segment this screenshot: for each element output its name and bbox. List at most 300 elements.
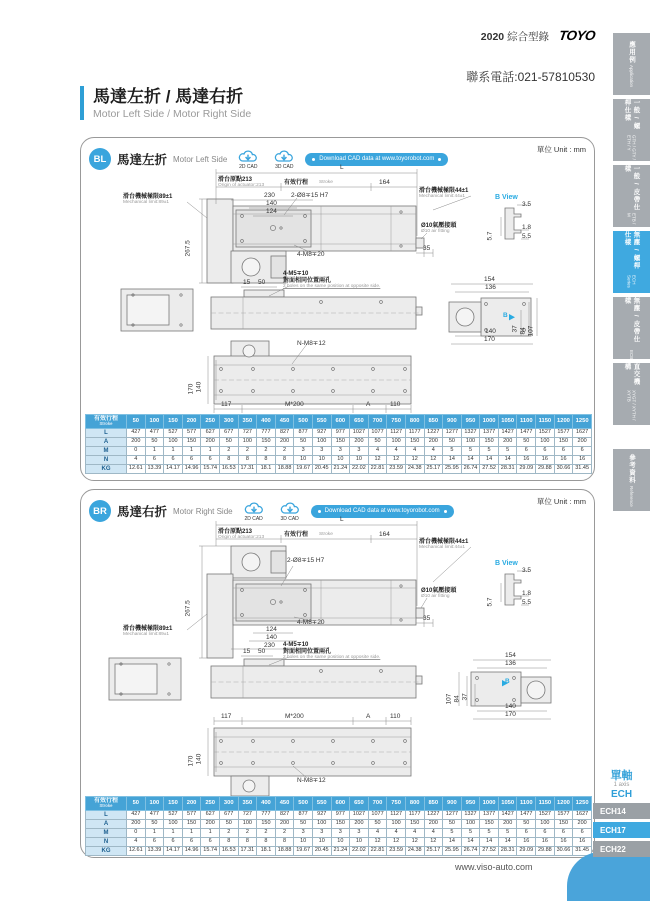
model-tab-ech17[interactable]: ECH17 (593, 822, 650, 838)
cell: 2 (238, 447, 257, 456)
cell: 31.45 (573, 847, 592, 856)
dim-label: B (503, 312, 508, 319)
cell: 100 (536, 438, 555, 447)
dim-label: Ø10 air fitting (421, 229, 450, 234)
cell: 5 (443, 829, 462, 838)
dim-label: Ø10氣壓接頭 (421, 223, 457, 229)
cell: 5 (480, 447, 499, 456)
dim-label: 230 (264, 192, 275, 199)
cell: 8 (238, 456, 257, 465)
cell: 29.88 (536, 847, 555, 856)
cell: 1 (145, 829, 164, 838)
cell: 1527 (536, 429, 555, 438)
cell: 50 (517, 820, 536, 829)
table-row (86, 811, 592, 820)
catalog-header (430, 28, 595, 44)
cell: 8 (275, 838, 294, 847)
stroke-col-header: 1100 (517, 415, 536, 429)
cell: 1 (164, 447, 183, 456)
sidebar-tab-6[interactable] (613, 363, 650, 425)
cell: 2 (219, 447, 238, 456)
cell: 0 (127, 447, 146, 456)
stroke-col-header: 550 (312, 415, 331, 429)
cell: 877 (294, 811, 313, 820)
dim-label: 107 (527, 325, 535, 337)
cell: 10 (331, 838, 350, 847)
cell: 100 (387, 820, 406, 829)
cell: 16 (536, 456, 555, 465)
cad-3d-label: 3D CAD (280, 515, 299, 522)
dim-label: 140 (266, 200, 277, 207)
download-cad-text: Download CAD data at www.toyorobot.com (319, 156, 435, 162)
cell: 6 (573, 447, 592, 456)
cell: 977 (331, 811, 350, 820)
dim-label: 110 (390, 401, 401, 408)
dim-label: A (366, 401, 371, 408)
dim-label: N-M8∓12 (297, 777, 326, 784)
stroke-col-header: 500 (294, 415, 313, 429)
cell: 8 (275, 456, 294, 465)
dim-label: 滑台機械極限44±1 (419, 188, 469, 194)
cell: 4 (127, 456, 146, 465)
cell: 2 (257, 829, 276, 838)
dim-label: 50 (258, 648, 266, 655)
series-nav-series: ECH (610, 788, 633, 800)
cell: 150 (331, 820, 350, 829)
cell: 2 (238, 829, 257, 838)
row-label: M (86, 829, 127, 838)
cell: 12 (405, 456, 424, 465)
stroke-col-header: 650 (350, 797, 369, 811)
cell: 5 (498, 829, 517, 838)
row-label: L (86, 429, 127, 438)
cell: 5 (480, 829, 499, 838)
stroke-col-header: 1200 (554, 415, 573, 429)
stroke-col-header: 1100 (517, 797, 536, 811)
cell: 477 (145, 429, 164, 438)
cell: 6 (145, 838, 164, 847)
cad-2d-label: 2D CAD (239, 163, 258, 170)
stroke-col-header: 550 (312, 797, 331, 811)
dim-label: Stroke (319, 180, 333, 185)
sidebar-tab-label-zh: 一般 / 螺桿仕樣 (623, 99, 640, 130)
stroke-header: 有效行程 Stroke (86, 415, 127, 429)
stroke-col-header: 1250 (573, 797, 592, 811)
cell: 1177 (405, 429, 424, 438)
cell: 6 (536, 829, 555, 838)
sidebar-tab-label-zh: 參考資料 (628, 453, 635, 484)
cell: 1627 (573, 811, 592, 820)
stroke-col-header: 200 (182, 415, 201, 429)
model-tab-ech14[interactable]: ECH14 (593, 803, 650, 819)
stroke-col-header: 350 (238, 415, 257, 429)
cell: 677 (219, 811, 238, 820)
stroke-col-header: 450 (275, 415, 294, 429)
cell: 727 (238, 429, 257, 438)
cell: 100 (238, 820, 257, 829)
cell: 0 (127, 829, 146, 838)
model-tab-ech22[interactable]: ECH22 (593, 841, 650, 857)
cell: 777 (257, 811, 276, 820)
stroke-col-header: 800 (405, 797, 424, 811)
dim-label: 2 holes on the same position at opposite side. (283, 655, 381, 660)
download-cad-text: Download CAD data at www.toyorobot.com (324, 508, 440, 514)
cell: 12.61 (127, 465, 146, 474)
cell: 627 (201, 429, 220, 438)
dim-label: 140 (195, 753, 203, 765)
cell: 16.53 (219, 847, 238, 856)
cell: 14 (443, 456, 462, 465)
cell: 16.53 (219, 465, 238, 474)
cell: 10 (350, 838, 369, 847)
cell: 200 (573, 438, 592, 447)
cell: 12 (405, 838, 424, 847)
cell: 6 (517, 829, 536, 838)
cell: 4 (368, 829, 387, 838)
dim-label: Ø10 air fitting (421, 594, 450, 599)
cell: 16 (554, 456, 573, 465)
dim-label: 140 (505, 703, 516, 710)
stroke-header: 有效行程 Stroke (86, 797, 127, 811)
stroke-col-header: 1050 (498, 797, 517, 811)
stroke-col-header: 1150 (536, 415, 555, 429)
cell: 6 (573, 829, 592, 838)
cell: 19.67 (294, 847, 313, 856)
cell: 8 (257, 456, 276, 465)
cell: 6 (164, 456, 183, 465)
cell: 150 (480, 820, 499, 829)
cell: 527 (164, 429, 183, 438)
row-label: A (86, 820, 127, 829)
cell: 1027 (350, 429, 369, 438)
cell: 427 (127, 429, 146, 438)
dim-label: A (366, 713, 371, 720)
dim-label: 3.5 (522, 567, 532, 574)
cell: 1 (182, 447, 201, 456)
dim-label: 136 (505, 660, 516, 667)
cell: 4 (405, 447, 424, 456)
sidebar-tab-3[interactable] (613, 165, 650, 227)
page-title: 馬達左折 / 馬達右折 (93, 87, 244, 106)
cell: 26.74 (461, 465, 480, 474)
dim-label: 164 (379, 531, 390, 538)
cell: 27.52 (480, 465, 499, 474)
sidebar-tab-label-en: Application (629, 65, 634, 88)
cell: 777 (257, 429, 276, 438)
cell: 6 (145, 456, 164, 465)
row-label: N (86, 456, 127, 465)
stroke-col-header: 1000 (480, 415, 499, 429)
cell: 14 (480, 838, 499, 847)
dim-label: 117 (221, 713, 232, 720)
dim-label: 5.7 (486, 597, 494, 607)
contact-phone: 聯系電話:021-57810530 (466, 70, 595, 84)
cell: 200 (127, 820, 146, 829)
cell: 12 (368, 838, 387, 847)
cell: 100 (312, 438, 331, 447)
sidebar-tab-5[interactable] (613, 297, 650, 359)
cell: 28.31 (498, 465, 517, 474)
cell: 100 (461, 438, 480, 447)
cell: 25.95 (443, 847, 462, 856)
cell: 1627 (573, 429, 592, 438)
table-row (86, 838, 592, 847)
cell: 30.66 (554, 465, 573, 474)
cell: 150 (480, 438, 499, 447)
panel-title-en: Motor Left Side (173, 154, 228, 164)
cell: 1127 (387, 811, 406, 820)
cell: 200 (498, 438, 517, 447)
cell: 1527 (536, 811, 555, 820)
cell: 16 (517, 456, 536, 465)
dim-label: 37 (511, 325, 519, 333)
cell: 10 (350, 456, 369, 465)
cell: 4 (424, 447, 443, 456)
cell: 1 (201, 447, 220, 456)
stroke-col-header: 200 (182, 797, 201, 811)
stroke-col-header: 700 (368, 415, 387, 429)
cell: 6 (201, 456, 220, 465)
dim-label: 15 (243, 648, 251, 655)
unit-label: 單位 Unit : mm (536, 145, 586, 154)
table-row (86, 447, 592, 456)
cad-3d-label: 3D CAD (275, 163, 294, 170)
cell: 3 (312, 447, 331, 456)
sidebar-tab-1[interactable] (613, 33, 650, 95)
panel-title-en: Motor Right Side (173, 506, 233, 516)
cell: 12 (424, 456, 443, 465)
dim-label: B (505, 678, 510, 685)
stroke-col-header: 450 (275, 797, 294, 811)
cell: 31.45 (573, 465, 592, 474)
cell: 3 (331, 447, 350, 456)
stroke-col-header: 950 (461, 797, 480, 811)
stroke-col-header: 600 (331, 415, 350, 429)
stroke-col-header: 150 (164, 415, 183, 429)
cell: 627 (201, 811, 220, 820)
dim-label: 滑台原點213 (218, 177, 253, 183)
cell: 1177 (405, 811, 424, 820)
cell: 150 (331, 438, 350, 447)
cell: 14.96 (182, 465, 201, 474)
sidebar-tab-7[interactable] (613, 449, 650, 511)
stroke-col-header: 350 (238, 797, 257, 811)
cell: 200 (201, 820, 220, 829)
cell: 21.24 (331, 847, 350, 856)
row-label: M (86, 447, 127, 456)
cell: 50 (368, 820, 387, 829)
cell: 5 (498, 447, 517, 456)
cell: 12.61 (127, 847, 146, 856)
cell: 2 (275, 447, 294, 456)
cell: 22.81 (368, 465, 387, 474)
cell: 29.88 (536, 465, 555, 474)
cell: 14 (461, 456, 480, 465)
cell: 14 (480, 456, 499, 465)
cell: 26.74 (461, 847, 480, 856)
cell: 14.96 (182, 847, 201, 856)
sidebar-tab-label-en: ECB (629, 349, 634, 359)
cell: 1377 (480, 429, 499, 438)
catalog-year: 2020 (480, 31, 505, 43)
dim-label: 2-Ø8∓15 H7 (287, 557, 325, 564)
series-nav-zh: 單軸 (610, 770, 633, 782)
cell: 29.09 (517, 465, 536, 474)
cell: 29.09 (517, 847, 536, 856)
cell: 1 (164, 829, 183, 838)
cell: 3 (294, 447, 313, 456)
bl-badge: BL (89, 148, 111, 170)
sidebar-tab-2[interactable] (613, 99, 650, 161)
dim-label: Mechanical limit:89±1 (123, 632, 170, 637)
dim-label: 140 (195, 381, 203, 393)
table-row (86, 429, 592, 438)
series-nav-en: 1 axis (613, 782, 630, 789)
stroke-col-header: 400 (257, 797, 276, 811)
series-nav (593, 770, 650, 800)
cell: 17.31 (238, 847, 257, 856)
dim-label: 124 (266, 208, 277, 215)
cell: 927 (312, 429, 331, 438)
dim-label: 4-M5∓10 (283, 642, 309, 648)
cell: 10 (312, 456, 331, 465)
cell: 4 (387, 447, 406, 456)
dim-label: 84 (453, 695, 461, 703)
cell: 6 (554, 447, 573, 456)
cell: 6 (182, 838, 201, 847)
cell: 877 (294, 429, 313, 438)
cell: 200 (127, 438, 146, 447)
cell: 50 (443, 438, 462, 447)
cell: 10 (294, 838, 313, 847)
motor-right-side-panel (80, 489, 595, 858)
stroke-col-header: 750 (387, 797, 406, 811)
dim-label: 154 (484, 276, 495, 283)
cell: 3 (350, 447, 369, 456)
cell: 16 (573, 838, 592, 847)
cell: 200 (498, 820, 517, 829)
cell: 6 (201, 838, 220, 847)
unit-label: 單位 Unit : mm (536, 497, 586, 506)
stroke-col-header: 100 (145, 797, 164, 811)
dim-label: 4-M5∓10 (283, 271, 309, 277)
sidebar-tab-label-en: XYGT / XYTH / XYTB (626, 389, 637, 420)
stroke-col-header: 300 (219, 797, 238, 811)
dim-label: L (340, 164, 344, 171)
cell: 1077 (368, 429, 387, 438)
stroke-col-header: 800 (405, 415, 424, 429)
dim-label: 84 (519, 327, 527, 335)
cell: 50 (294, 438, 313, 447)
cell: 1227 (424, 811, 443, 820)
stroke-col-header: 850 (424, 415, 443, 429)
cell: 150 (257, 820, 276, 829)
cell: 13.39 (145, 847, 164, 856)
dim-label: Mechanical limit:44±1 (419, 545, 466, 550)
cell: 14 (498, 838, 517, 847)
cell: 1577 (554, 429, 573, 438)
cell: 8 (219, 838, 238, 847)
cell: 477 (145, 811, 164, 820)
cell: 1277 (443, 811, 462, 820)
cell: 5 (461, 447, 480, 456)
dim-label: 35 (423, 615, 431, 622)
page-subtitle: Motor Left Side / Motor Right Side (93, 108, 252, 121)
cell: 1077 (368, 811, 387, 820)
cell: 15.74 (201, 465, 220, 474)
dim-label: 1.8 (522, 224, 532, 231)
cell: 200 (350, 438, 369, 447)
cell: 8 (219, 456, 238, 465)
sidebar-tab-label-en: ECH Series (626, 274, 637, 288)
stroke-table (85, 414, 592, 474)
cell: 18.88 (275, 465, 294, 474)
row-label: KG (86, 465, 127, 474)
row-label: A (86, 438, 127, 447)
stroke-col-header: 150 (164, 797, 183, 811)
cell: 50 (219, 438, 238, 447)
cell: 1227 (424, 429, 443, 438)
stroke-col-header: 1050 (498, 415, 517, 429)
cell: 20.45 (312, 465, 331, 474)
dim-label: Mechanical limit:89±1 (123, 200, 170, 205)
dim-label: Origin of actuator:213 (218, 183, 265, 188)
cell: 100 (312, 820, 331, 829)
cell: 1427 (498, 811, 517, 820)
sidebar-tab-4[interactable] (613, 231, 650, 293)
br-badge: BR (89, 500, 111, 522)
cell: 100 (387, 438, 406, 447)
cell: 150 (405, 820, 424, 829)
cell: 2 (257, 447, 276, 456)
cell: 50 (443, 820, 462, 829)
panel-title-zh: 馬達右折 (117, 505, 168, 519)
sidebar-tab-label-zh: 無塵 / 皮帶仕樣 (623, 297, 640, 343)
dim-label: Ø10氣壓接頭 (421, 588, 457, 594)
cell: 23.59 (387, 847, 406, 856)
dim-label: 滑台機械極限89±1 (123, 194, 173, 200)
cell: 677 (219, 429, 238, 438)
cell: 3 (350, 829, 369, 838)
dim-label: 15 (243, 279, 251, 286)
cell: 1 (182, 829, 201, 838)
cell: 150 (554, 438, 573, 447)
cell: 8 (238, 838, 257, 847)
table-row (86, 438, 592, 447)
dim-label: 267.5 (184, 240, 192, 257)
cell: 6 (182, 456, 201, 465)
corner-decoration (567, 852, 650, 901)
cell: 21.24 (331, 465, 350, 474)
cell: 50 (145, 438, 164, 447)
cell: 25.17 (424, 847, 443, 856)
cell: 30.66 (554, 847, 573, 856)
stroke-col-header: 900 (443, 415, 462, 429)
stroke-col-header: 750 (387, 415, 406, 429)
cell: 577 (182, 429, 201, 438)
cell: 28.31 (498, 847, 517, 856)
dim-label: Stroke (319, 532, 333, 537)
panel-title-zh: 馬達左折 (117, 153, 168, 167)
cell: 200 (201, 438, 220, 447)
stroke-col-header: 900 (443, 797, 462, 811)
dim-label: 140 (266, 634, 277, 641)
cell: 50 (294, 820, 313, 829)
cell: 50 (219, 820, 238, 829)
cell: 8 (257, 838, 276, 847)
stroke-col-header: 500 (294, 797, 313, 811)
dim-label: M*200 (285, 401, 304, 408)
